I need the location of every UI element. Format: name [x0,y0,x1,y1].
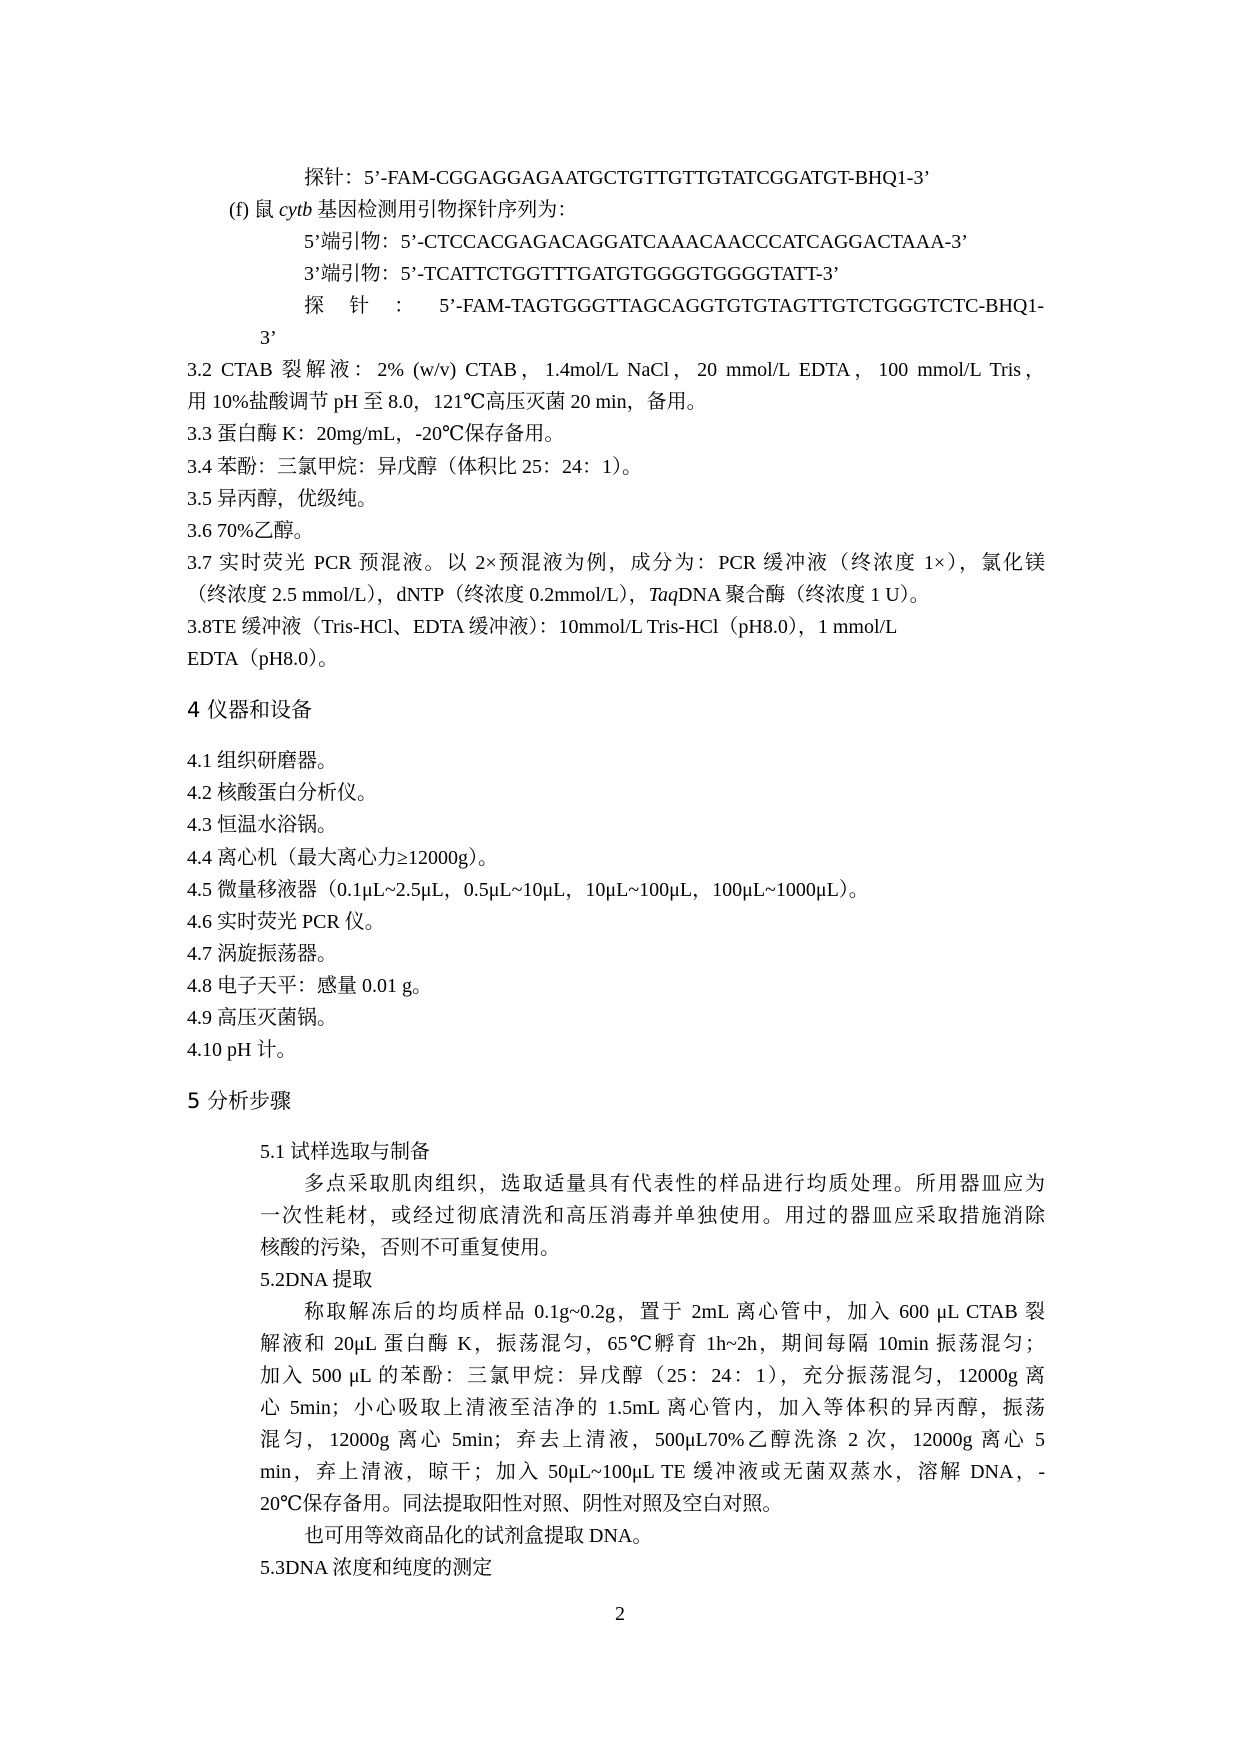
paragraph-5-2-line6: min，弃上清液，晾干；加入 50μL~100μL TE 缓冲液或无菌双蒸水，溶解 DNA，- [260,1461,1045,1483]
equipment-item: 4.4 离心机（最大离心力≥12000g）。 [187,847,498,869]
reagent-3-2-line1: 3.2 CTAB 裂解液：2% (w/v) CTAB，1.4mol/L NaCl，20 mmol/L EDTA，100 mmol/L Tris， [187,359,1045,381]
paragraph-5-1-line2: 一次性耗材，或经过彻底清洗和高压消毒并单独使用。用过的器皿应采取措施消除 [260,1205,1045,1227]
subsection-5-1-title: 5.1 试样选取与制备 [260,1141,430,1163]
equipment-item: 4.9 高压灭菌锅。 [187,1007,337,1029]
item-f-gene: cytb [278,199,313,221]
reagent-3-8-line2: EDTA（pH8.0）。 [187,648,339,670]
reagent-3-8-line1: 3.8TE 缓冲液（Tris-HCl、EDTA 缓冲液）：10mmol/L Tris-HCl（pH8.0），1 mmol/L [187,616,898,638]
page-number: 2 [615,1603,625,1625]
f-primer-5: 5’端引物：5’-CTCCACGAGACAGGATCAAACAACCCATCAGGACTAAA-3’ [304,231,968,253]
equipment-item: 4.8 电子天平：感量 0.01 g。 [187,975,432,997]
equipment-item: 4.5 微量移液器（0.1μL~2.5μL，0.5μL~10μL，10μL~100μL，100μL~1000μL）。 [187,879,869,901]
paragraph-5-2-line5: 混匀，12000g 离心 5min；弃去上清液，500μL70%乙醇洗涤 2 次，12000g 离心 5 [260,1429,1045,1451]
paragraph-5-2-kit: 也可用等效商品化的试剂盒提取 DNA。 [304,1525,653,1547]
reagent-3-7-line2-b: DNA 聚合酶（终浓度 1 U）。 [677,584,930,606]
reagent-3-6: 3.6 70%乙醇。 [187,520,314,542]
taq-italic: Taq [648,584,678,606]
paragraph-5-2-line1: 称取解冻后的均质样品 0.1g~0.2g，置于 2mL 离心管中，加入 600 μL CTAB 裂 [304,1301,1045,1323]
reagent-3-7-line2 [187,579,930,611]
f-primer-3: 3’端引物：5’-TCATTCTGGTTTGATGTGGGGTGGGGTATT-3’ [304,263,840,285]
equipment-item: 4.7 涡旋振荡器。 [187,943,337,965]
equipment-item: 4.10 pH 计。 [187,1039,297,1061]
equipment-item: 4.1 组织研磨器。 [187,750,337,772]
subsection-5-2-title: 5.2DNA 提取 [260,1269,373,1291]
f-probe-line1: 探针：5’-FAM-TAGTGGGTTAGCAGGTGTGTAGTTGTCTGGGTCTC-BHQ1- [304,295,1044,317]
probe-sequence-prev: 探针：5’-FAM-CGGAGGAGAATGCTGTTGTTGTATCGGATGT-BHQ1-3’ [304,167,931,189]
f-probe-line2: 3’ [260,327,277,349]
section-5-title: 5 分析步骤 [187,1089,292,1113]
paragraph-5-1-line3: 核酸的污染，否则不可重复使用。 [260,1237,560,1259]
item-f-heading [229,194,577,226]
subsection-5-3-title: 5.3DNA 浓度和纯度的测定 [260,1557,493,1579]
reagent-3-2-line2: 用 10%盐酸调节 pH 至 8.0，121℃高压灭菌 20 min，备用。 [187,391,707,413]
equipment-item: 4.3 恒温水浴锅。 [187,814,337,836]
equipment-item: 4.6 实时荧光 PCR 仪。 [187,911,385,933]
paragraph-5-2-line3: 加入 500 μL 的苯酚：三氯甲烷：异戊醇（25：24：1），充分振荡混匀，12000g 离 [260,1365,1045,1387]
paragraph-5-2-line2: 解液和 20μL 蛋白酶 K，振荡混匀，65℃孵育 1h~2h，期间每隔 10min 振荡混匀； [260,1333,1045,1355]
reagent-3-5: 3.5 异丙醇，优级纯。 [187,488,377,510]
reagent-3-3: 3.3 蛋白酶 K：20mg/mL，-20℃保存备用。 [187,423,565,445]
paragraph-5-2-line7: 20℃保存备用。同法提取阳性对照、阴性对照及空白对照。 [260,1493,783,1515]
section-4-title: 4 仪器和设备 [187,698,313,722]
reagent-3-7-line1: 3.7 实时荧光 PCR 预混液。以 2×预混液为例，成分为：PCR 缓冲液（终浓度 1×），氯化镁 [187,552,1045,574]
paragraph-5-2-line4: 心 5min；小心吸取上清液至洁净的 1.5mL 离心管内，加入等体积的异丙醇，振荡 [260,1397,1045,1419]
reagent-3-4: 3.4 苯酚：三氯甲烷：异戊醇（体积比 25：24：1）。 [187,456,642,478]
reagent-3-7-line2-a: （终浓度 2.5 mmol/L），dNTP（终浓度 0.2mmol/L）， [187,584,649,606]
item-f-suffix: 基因检测用引物探针序列为： [312,199,578,221]
item-f-prefix: (f) 鼠 [229,199,279,221]
equipment-item: 4.2 核酸蛋白分析仪。 [187,782,377,804]
paragraph-5-1-line1: 多点采取肌肉组织，选取适量具有代表性的样品进行均质处理。所用器皿应为 [304,1173,1045,1195]
